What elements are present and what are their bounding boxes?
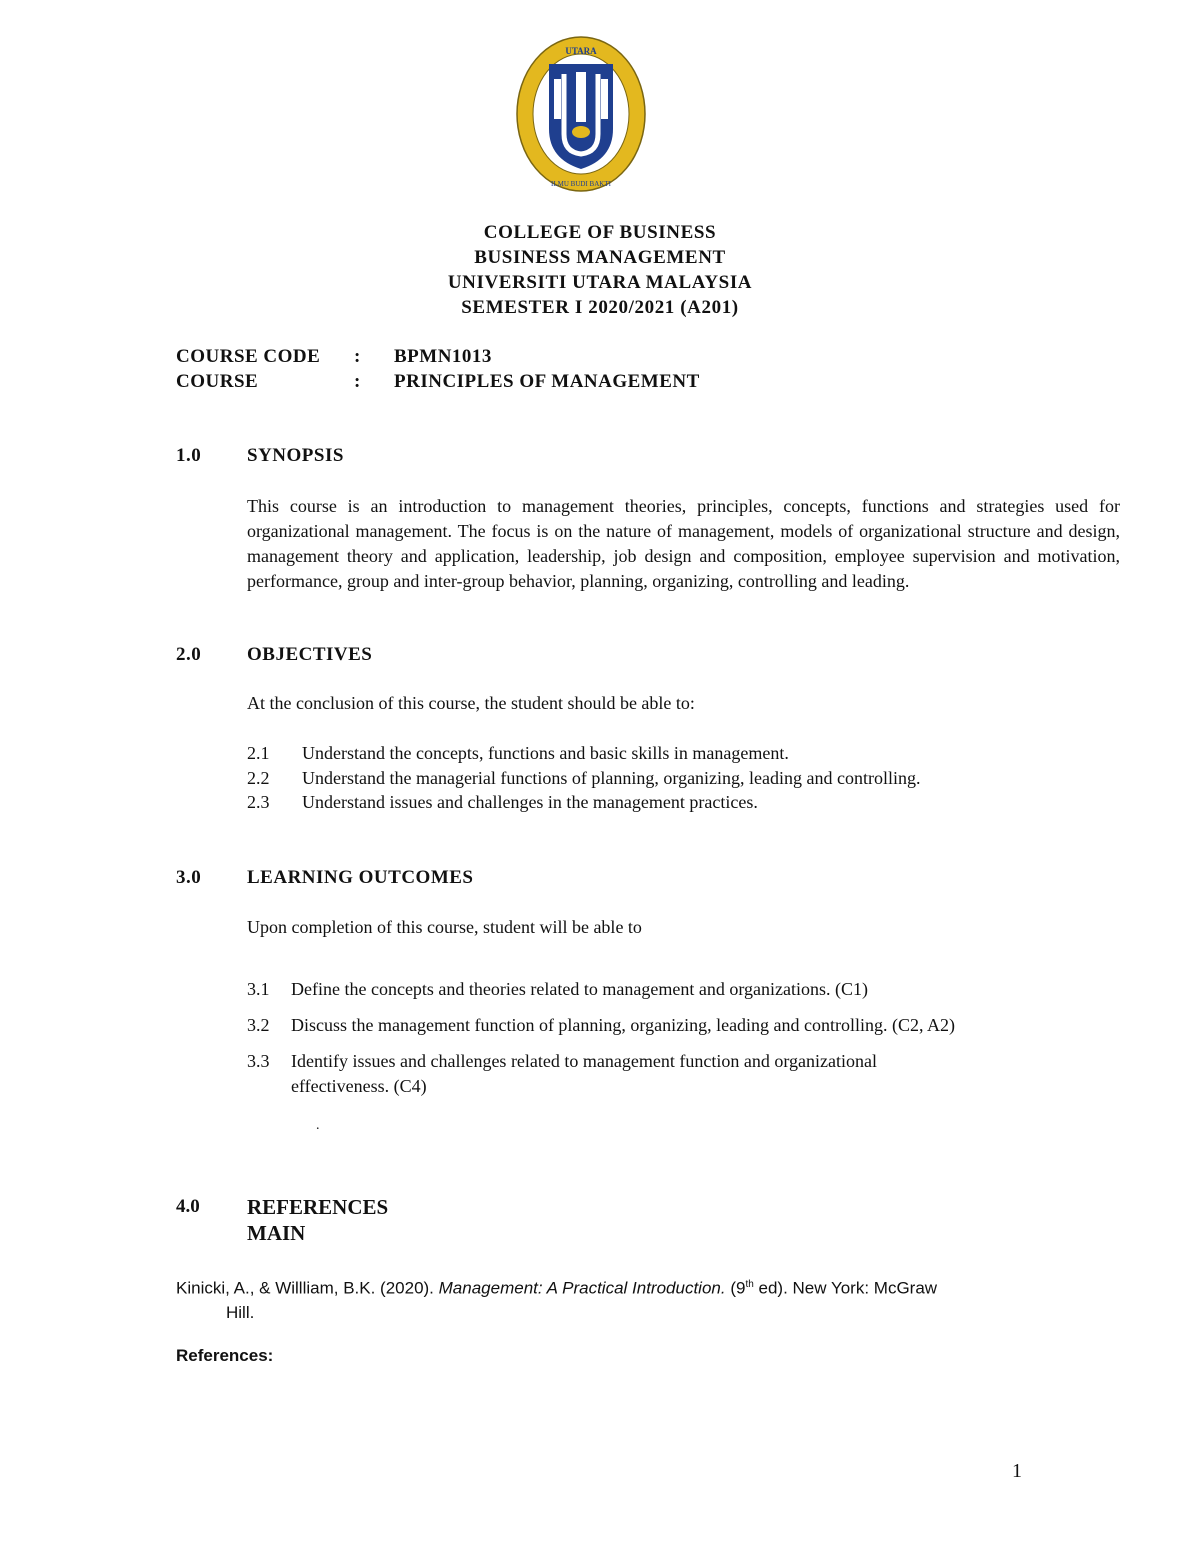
page-number: 1 <box>1012 1460 1022 1482</box>
course-code-label: COURSE CODE <box>176 346 321 367</box>
citation-continuation: Hill. <box>226 1302 255 1322</box>
outcome-text: Discuss the management function of planning, organizing, leading and controlling. (C2, A2) <box>291 1015 956 1035</box>
stray-mark: . <box>316 1118 320 1133</box>
outcome-text: Define the concepts and theories related to management and organizations. (C1) <box>291 979 868 999</box>
svg-text:ILMU BUDI BAKTI: ILMU BUDI BAKTI <box>551 180 611 188</box>
citation-edition-pre: (9 <box>725 1278 746 1298</box>
objectives-heading: OBJECTIVES <box>247 644 373 665</box>
outcome-num: 3.1 <box>247 979 270 999</box>
objective-num: 2.1 <box>247 743 270 763</box>
objective-num: 2.2 <box>247 768 270 788</box>
outcomes-heading: LEARNING OUTCOMES <box>247 867 474 888</box>
course-name-value: PRINCIPLES OF MANAGEMENT <box>394 371 700 392</box>
objective-text: Understand the managerial functions of planning, organizing, leading and controlling. <box>302 768 921 788</box>
semester-title: SEMESTER I 2020/2021 (A201) <box>461 297 739 318</box>
course-code-value: BPMN1013 <box>394 346 492 367</box>
outcome-text-continued: effectiveness. (C4) <box>291 1076 427 1096</box>
svg-text:UTARA: UTARA <box>565 46 597 56</box>
course-name-label: COURSE <box>176 371 259 392</box>
references-main-subheading: MAIN <box>247 1221 306 1245</box>
document-header <box>0 220 1200 320</box>
college-title: COLLEGE OF BUSINESS <box>483 222 717 243</box>
university-crest-icon <box>514 34 648 194</box>
outcomes-intro: Upon completion of this course, student will be able to <box>247 917 642 937</box>
references-number: 4.0 <box>176 1196 200 1217</box>
synopsis-number: 1.0 <box>176 445 202 466</box>
objectives-number: 2.0 <box>176 644 202 665</box>
outcome-text: Identify issues and challenges related to management function and organizational <box>291 1051 877 1071</box>
citation-edition-sup: th <box>745 1279 754 1290</box>
outcome-num: 3.2 <box>247 1015 270 1035</box>
university-logo <box>514 34 648 194</box>
citation-title: Management: A Practical Introduction. <box>438 1278 726 1298</box>
main-reference-citation <box>176 1273 1106 1325</box>
objective-text: Understand issues and challenges in the management practices. <box>302 792 758 812</box>
program-title: BUSINESS MANAGEMENT <box>474 247 726 268</box>
outcome-num: 3.3 <box>247 1051 270 1071</box>
synopsis-text: This course is an introduction to management theories, principles, concepts, functions and strategies used for organizational management. The focus is on the nature of management, models of organizational structure and design, management theory and application, leadership, job design and composition, employee supervision and motivation, performance, group and inter-group behavior, planning, organizing, controlling and leading. <box>247 496 1120 591</box>
objectives-intro: At the conclusion of this course, the student should be able to: <box>247 693 695 713</box>
citation-authors: Kinicki, A., & Willliam, B.K. (2020). <box>176 1278 439 1298</box>
objective-num: 2.3 <box>247 792 270 812</box>
university-title: UNIVERSITI UTARA MALAYSIA <box>447 272 753 293</box>
course-name-sep: : <box>354 371 361 392</box>
references-heading: REFERENCES <box>247 1195 389 1219</box>
course-code-sep: : <box>354 346 361 367</box>
references-label: References: <box>176 1346 274 1365</box>
synopsis-heading: SYNOPSIS <box>247 445 344 466</box>
citation-edition-post: ed). New York: McGraw <box>753 1278 938 1298</box>
outcomes-number: 3.0 <box>176 867 202 888</box>
objective-text: Understand the concepts, functions and basic skills in management. <box>302 743 789 763</box>
